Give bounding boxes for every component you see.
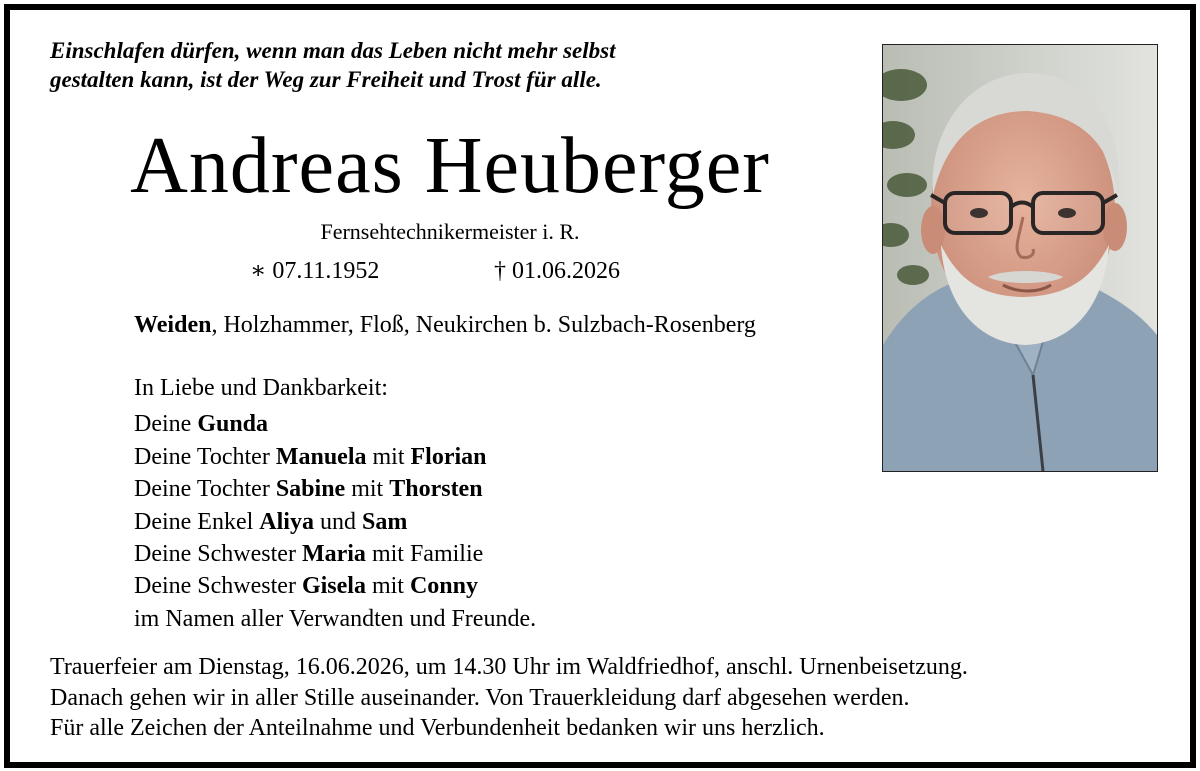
mourner-line [134, 408, 536, 440]
mourner-text: Deine [134, 411, 198, 438]
mourner-text: Deine Schwester [134, 573, 302, 600]
deceased-profession: Fernsehtechnikermeister i. R. [320, 219, 580, 244]
mourner-line [134, 441, 536, 473]
mourner-text: Deine Enkel [134, 508, 260, 535]
mourner-name: Sabine [275, 476, 346, 503]
obituary-notice [4, 4, 1196, 768]
portrait-image [883, 45, 1157, 471]
places-main: Weiden [134, 312, 212, 338]
closing-line-1: Trauerfeier am Dienstag, 16.06.2026, um 14.30 Uhr im Waldfriedhof, anschl. Urnenbeisetzung. [50, 654, 968, 680]
mourner-text: Deine Tochter [134, 476, 276, 503]
mourner-text: mit Familie [365, 541, 484, 568]
portrait-photo [882, 44, 1158, 472]
mourner-line [134, 506, 536, 538]
mourner-text: mit [366, 443, 411, 470]
mourner-name: Gisela [301, 573, 366, 600]
places [10, 310, 880, 340]
places-rest: , Holzhammer, Floß, Neukirchen b. Sulzbach-Rosenberg [211, 312, 756, 338]
mourner-name: Florian [410, 443, 487, 470]
closing-line-2: Danach gehen wir in aller Stille auseinander. Von Trauerkleidung darf abgesehen werden. [50, 684, 910, 711]
motto [50, 36, 830, 94]
motto-line-2: gestalten kann, ist der Weg zur Freiheit und Trost für alle. [50, 67, 602, 92]
mourner-name: Thorsten [389, 476, 483, 503]
mourner-name: Aliya [259, 508, 314, 535]
mourner-name: Conny [409, 573, 478, 600]
birth-date: ∗ 07.11.1952 [250, 258, 380, 284]
mourner-text: Deine Schwester [134, 541, 302, 568]
mourner-text: im Namen aller Verwandten und Freunde. [134, 605, 537, 632]
death-date: † 01.06.2026 [494, 258, 620, 284]
mourner-line [134, 538, 536, 570]
mourners-intro: In Liebe und Dankbarkeit: [134, 375, 388, 401]
mourner-name: Manuela [275, 443, 367, 470]
mourner-name: Maria [301, 541, 366, 568]
closing-line-3: Für alle Zeichen der Anteilnahme und Verbundenheit bedanken wir uns herzlich. [50, 715, 825, 741]
mourner-text: mit [345, 476, 390, 503]
mourner-name: Sam [361, 508, 408, 535]
mourner-name: Gunda [197, 411, 269, 438]
mourner-text: mit [365, 573, 410, 600]
mourner-line [134, 603, 536, 635]
motto-line-1: Einschlafen dürfen, wenn man das Leben nicht mehr selbst [50, 38, 616, 63]
mourner-line [134, 473, 536, 505]
mourner-text: und [313, 508, 362, 535]
mourner-line [134, 570, 536, 602]
mourner-text: Deine Tochter [134, 443, 276, 470]
mourners-lines [134, 408, 536, 635]
closing-text [50, 652, 1170, 744]
mourners-list [134, 372, 536, 635]
deceased-name: Andreas Heuberger [130, 122, 770, 210]
